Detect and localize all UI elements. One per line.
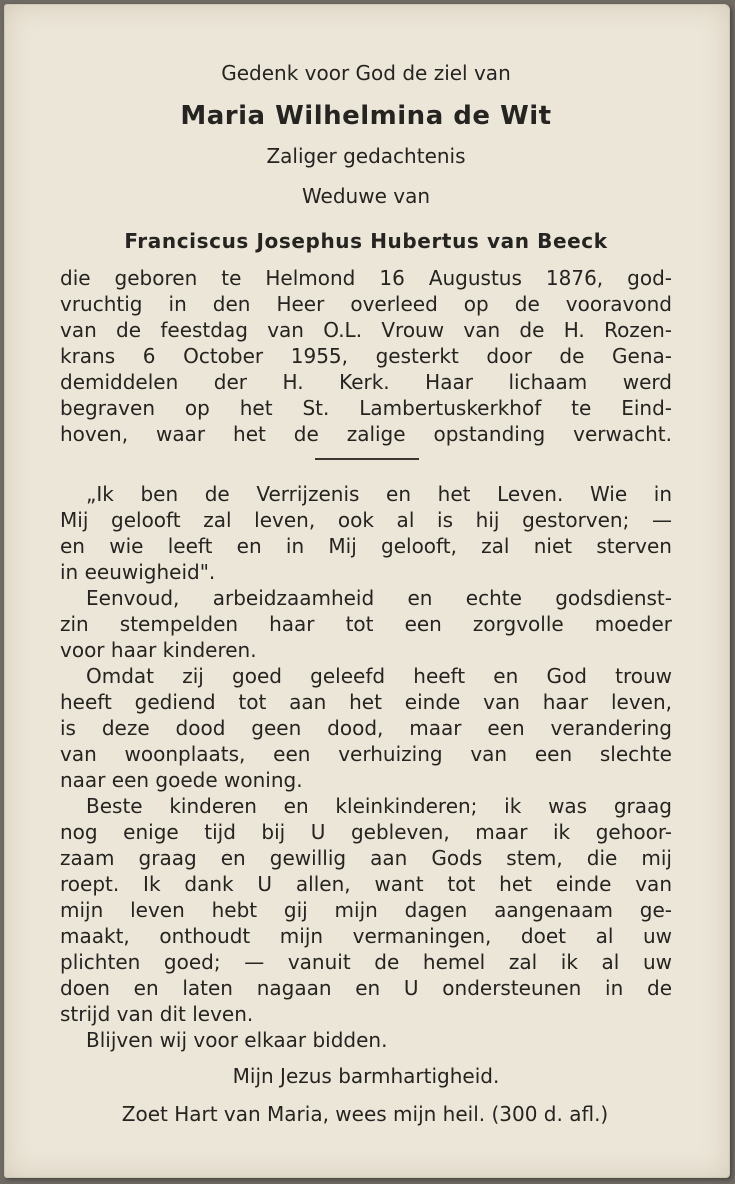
body-line: strijd van dit leven.	[60, 1002, 254, 1026]
body-line: „Ik ben de Verrijzenis en het Leven. Wie in	[86, 482, 672, 506]
body-line: Omdat zij goed geleefd heeft en God trouw	[86, 664, 672, 688]
body-line: Blijven wij voor elkaar bidden.	[86, 1028, 388, 1052]
body-line: heeft gediend tot aan het einde van haar leven,	[60, 690, 672, 714]
body-line: plichten goed; — vanuit de hemel zal ik al uw	[60, 950, 672, 974]
body-line: Mij gelooft zal leven, ook al is hij gestorven; —	[60, 508, 672, 532]
body-line: naar een goede woning.	[60, 768, 303, 792]
closing-indulgence: Zoet Hart van Maria, wees mijn heil. (300 d. afl.)	[121, 1102, 609, 1126]
body-line: zaam graag en gewillig aan Gods stem, die mij	[60, 846, 672, 870]
biography-line: begraven op het St. Lambertuskerkhof te Eind-	[60, 396, 672, 420]
husband-name: Franciscus Josephus Hubertus van Beeck	[124, 229, 608, 253]
body-line: en wie leeft en in Mij gelooft, zal niet sterven	[60, 534, 672, 558]
subtitle: Zaliger gedachtenis	[266, 144, 466, 168]
body-line: roept. Ik dank U allen, want tot het einde van	[60, 872, 672, 896]
body-line: voor haar kinderen.	[60, 638, 257, 662]
intro-line: Gedenk voor God de ziel van	[221, 61, 511, 85]
body-line: zin stempelden haar tot een zorgvolle moeder	[60, 612, 672, 636]
biography-line: krans 6 October 1955, gesterkt door de Gena-	[60, 344, 672, 368]
body-line: maakt, onthoudt mijn vermaningen, doet al uw	[60, 924, 672, 948]
divider-rule	[315, 458, 419, 460]
body-line: nog enige tijd bij U gebleven, maar ik gehoor-	[60, 820, 672, 844]
body-line: Beste kinderen en kleinkinderen; ik was graag	[86, 794, 672, 818]
body-line: Eenvoud, arbeidzaamheid en echte godsdienst-	[86, 586, 672, 610]
body-line: doen en laten nagaan en U ondersteunen in de	[60, 976, 672, 1000]
closing-prayer: Mijn Jezus barmhartigheid.	[232, 1064, 500, 1088]
widow-of-line: Weduwe van	[301, 184, 431, 208]
biography-line: demiddelen der H. Kerk. Haar lichaam werd	[60, 370, 672, 394]
body-line: mijn leven hebt gij mijn dagen aangenaam ge-	[60, 898, 672, 922]
memorial-card	[4, 4, 730, 1178]
biography-line: van de feestdag van O.L. Vrouw van de H. Rozen-	[60, 318, 672, 342]
body-line: in eeuwigheid".	[60, 560, 216, 584]
biography-line: die geboren te Helmond 16 Augustus 1876, god-	[60, 266, 672, 290]
body-line: van woonplaats, een verhuizing van een slechte	[60, 742, 672, 766]
deceased-name: Maria Wilhelmina de Wit	[180, 101, 552, 131]
biography-line: hoven, waar het de zalige opstanding verwacht.	[60, 422, 672, 446]
body-line: is deze dood geen dood, maar een verandering	[60, 716, 672, 740]
biography-line: vruchtig in den Heer overleed op de vooravond	[60, 292, 672, 316]
